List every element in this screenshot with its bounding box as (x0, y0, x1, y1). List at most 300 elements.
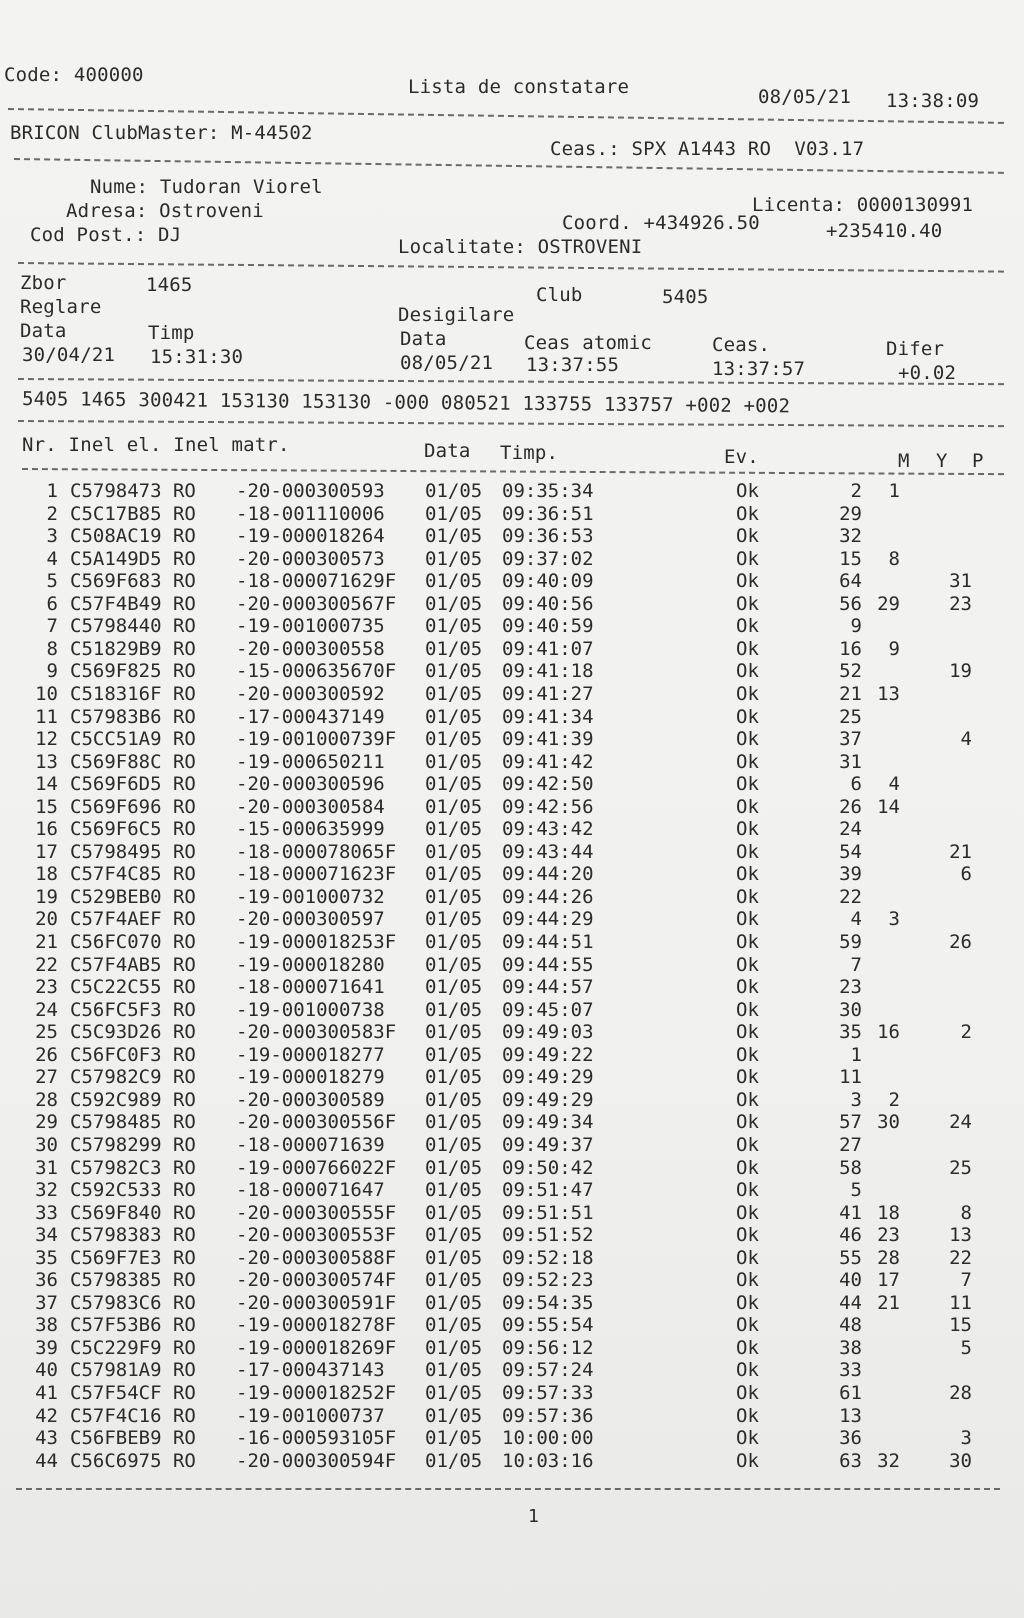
arrival-date: 01/05 (425, 1224, 483, 1247)
rank-m: 27 (839, 1133, 862, 1156)
arrival-date: 01/05 (425, 637, 483, 660)
event-status: Ok (736, 1382, 759, 1404)
ring-electronic: C569F6D5 RO (70, 773, 196, 796)
event-status: Ok (736, 840, 759, 863)
divider (14, 158, 1004, 174)
data-label-1: Data (20, 320, 67, 342)
arrival-date: 01/05 (425, 1449, 483, 1472)
arrival-time: 09:42:56 (502, 795, 594, 818)
row-number: 37 (35, 1291, 58, 1314)
rank-m: 55 (839, 1246, 862, 1269)
table-row (0, 841, 1024, 863)
ring-serial: -20-000300593 (236, 480, 385, 502)
event-status: Ok (736, 660, 759, 683)
arrival-date: 01/05 (425, 1427, 483, 1450)
event-status: Ok (736, 863, 759, 886)
table-row (0, 908, 1024, 930)
ring-serial: -16-000593105F (236, 1427, 397, 1450)
rank-p: 8 (960, 1201, 972, 1224)
rank-m: 36 (839, 1427, 862, 1450)
rank-m: 64 (839, 570, 862, 593)
rank-y: 16 (877, 1021, 900, 1044)
header-y: Y (936, 450, 948, 472)
header-ev: Ev. (724, 446, 759, 468)
ring-electronic: C57F4B49 RO (70, 592, 196, 615)
ring-serial: -20-000300555F (236, 1201, 397, 1224)
arrival-time: 09:37:02 (502, 547, 594, 570)
event-status: Ok (736, 908, 759, 931)
ring-electronic: C508AC19 RO (70, 525, 196, 548)
event-status: Ok (736, 1133, 759, 1156)
arrival-date: 01/05 (425, 1314, 483, 1337)
row-number: 26 (35, 1043, 58, 1066)
arrival-time: 09:51:47 (502, 1179, 594, 1202)
desigilare-label: Desigilare (398, 304, 515, 326)
arrival-date: 01/05 (425, 885, 483, 908)
rank-m: 35 (839, 1021, 862, 1044)
arrival-date: 01/05 (425, 525, 483, 548)
ring-serial: -18-000071623F (236, 863, 397, 886)
arrival-time: 09:54:35 (502, 1291, 594, 1314)
rank-m: 39 (839, 863, 862, 886)
rank-p: 11 (949, 1291, 972, 1314)
ring-electronic: C569F840 RO (70, 1201, 196, 1224)
ring-serial: -20-000300583F (236, 1021, 397, 1044)
arrival-time: 09:44:55 (502, 953, 594, 976)
table-row (0, 660, 1024, 682)
arrival-date: 01/05 (425, 1336, 483, 1359)
event-status: Ok (736, 682, 759, 705)
ring-serial: -20-000300556F (236, 1111, 397, 1134)
arrival-time: 09:41:42 (502, 750, 594, 773)
event-status: Ok (736, 1021, 759, 1044)
ring-serial: -20-000300592 (236, 682, 385, 705)
table-row (0, 1179, 1024, 1201)
document-title: Lista de constatare (408, 76, 630, 98)
event-status: Ok (736, 592, 759, 615)
event-status: Ok (736, 637, 759, 660)
rank-p: 2 (960, 1021, 972, 1044)
ring-electronic: C569F6C5 RO (70, 818, 196, 841)
row-number: 19 (35, 885, 58, 908)
rank-m: 59 (839, 931, 862, 953)
ring-electronic: C57F54CF RO (70, 1382, 196, 1404)
rank-y: 21 (877, 1291, 900, 1314)
ring-electronic: C5C17B85 RO (70, 502, 196, 525)
rank-y: 18 (877, 1201, 900, 1224)
rank-m: 15 (839, 547, 862, 570)
ring-electronic: C57F4C85 RO (70, 863, 196, 886)
code-label: Code: 400000 (4, 64, 144, 86)
locality: Localitate: OSTROVENI (398, 236, 643, 258)
arrival-date: 01/05 (425, 1201, 483, 1224)
arrival-time: 09:49:34 (502, 1111, 594, 1134)
row-number: 3 (46, 525, 58, 548)
ring-electronic: C57F4AB5 RO (70, 953, 196, 976)
rank-p: 3 (960, 1427, 972, 1450)
arrival-time: 09:44:20 (502, 863, 594, 886)
event-status: Ok (736, 705, 759, 728)
event-status: Ok (736, 1246, 759, 1269)
rank-m: 31 (839, 750, 862, 773)
ring-serial: -17-000437149 (236, 705, 385, 728)
row-number: 5 (46, 570, 58, 593)
arrival-time: 09:41:34 (502, 705, 594, 728)
ceas-time: 13:37:57 (712, 358, 806, 380)
row-number: 23 (35, 976, 58, 999)
arrival-time: 09:41:39 (502, 728, 594, 751)
row-number: 31 (35, 1156, 58, 1179)
event-status: Ok (736, 547, 759, 570)
table-row (0, 548, 1024, 570)
event-status: Ok (736, 1314, 759, 1337)
ring-electronic: C57F53B6 RO (70, 1314, 196, 1337)
coordinates: Coord. +434926.50 (562, 212, 760, 234)
arrival-date: 01/05 (425, 480, 483, 502)
arrival-date: 01/05 (425, 1021, 483, 1044)
rank-m: 52 (839, 660, 862, 683)
rank-m: 57 (839, 1111, 862, 1134)
ring-serial: -20-000300553F (236, 1224, 397, 1247)
event-status: Ok (736, 1088, 759, 1111)
table-row (0, 1044, 1024, 1066)
ring-electronic: C57981A9 RO (70, 1359, 196, 1382)
row-number: 20 (35, 908, 58, 931)
table-row (0, 593, 1024, 615)
arrival-time: 09:50:42 (502, 1156, 594, 1179)
ring-electronic: C518316F RO (70, 682, 196, 705)
ring-serial: -19-000018280 (236, 953, 385, 976)
rank-m: 48 (839, 1314, 862, 1337)
event-status: Ok (736, 1066, 759, 1089)
print-date: 08/05/21 (758, 86, 852, 108)
row-number: 6 (46, 592, 58, 615)
code-line: 5405 1465 300421 153130 153130 -000 080521 133755 133757 +002 +002 (21, 388, 791, 418)
rank-m: 29 (839, 502, 862, 525)
rank-p: 22 (949, 1246, 972, 1269)
table-row (0, 1427, 1024, 1449)
ring-serial: -20-000300574F (236, 1269, 397, 1292)
table-row (0, 1224, 1024, 1246)
rank-y: 3 (888, 908, 900, 931)
ring-electronic: C569F825 RO (70, 660, 196, 683)
rank-p: 31 (949, 570, 972, 593)
device-name: BRICON ClubMaster: M-44502 (10, 122, 313, 144)
club-label: Club (536, 284, 583, 306)
arrival-date: 01/05 (425, 1088, 483, 1111)
rank-m: 13 (839, 1404, 862, 1427)
ring-serial: -19-000018269F (236, 1336, 397, 1359)
arrival-date: 01/05 (425, 570, 483, 593)
row-number: 30 (35, 1133, 58, 1156)
rank-y: 4 (888, 773, 900, 796)
arrival-time: 09:49:03 (502, 1021, 594, 1044)
rank-p: 26 (949, 931, 972, 953)
table-row (0, 638, 1024, 660)
row-number: 38 (35, 1314, 58, 1337)
ring-serial: -19-001000739F (236, 728, 397, 751)
arrival-date: 01/05 (425, 592, 483, 615)
ring-electronic: C5798473 RO (70, 480, 196, 502)
ceas-label: Ceas. (712, 334, 771, 356)
row-number: 41 (35, 1382, 58, 1404)
arrival-date: 01/05 (425, 1111, 483, 1134)
row-number: 44 (35, 1449, 58, 1472)
rank-m: 21 (839, 682, 862, 705)
reglare-date: 30/04/21 (22, 344, 116, 366)
ring-serial: -20-000300596 (236, 773, 385, 796)
ring-electronic: C57F4C16 RO (70, 1404, 196, 1427)
arrival-date: 01/05 (425, 976, 483, 999)
arrival-time: 09:44:51 (502, 931, 594, 953)
ring-electronic: C56FBEB9 RO (70, 1427, 196, 1450)
rank-y: 23 (877, 1224, 900, 1247)
arrival-time: 09:56:12 (502, 1336, 594, 1359)
ceas-atomic-label: Ceas atomic (524, 332, 653, 354)
ring-electronic: C57983C6 RO (70, 1291, 196, 1314)
event-status: Ok (736, 502, 759, 525)
ring-electronic: C5798385 RO (70, 1269, 196, 1292)
arrival-time: 09:41:07 (502, 637, 594, 660)
row-number: 4 (46, 547, 58, 570)
arrival-time: 09:49:37 (502, 1133, 594, 1156)
table-row (0, 728, 1024, 750)
rank-m: 38 (839, 1336, 862, 1359)
table-row (0, 886, 1024, 908)
ring-electronic: C57F4AEF RO (70, 908, 196, 931)
difer-value: +0.02 (898, 362, 957, 384)
rank-m: 32 (839, 525, 862, 548)
rank-y: 32 (877, 1449, 900, 1472)
row-number: 42 (35, 1404, 58, 1427)
arrival-date: 01/05 (425, 1156, 483, 1179)
owner-name: Nume: Tudoran Viorel (90, 176, 323, 198)
rank-m: 63 (839, 1449, 862, 1472)
header-nr-ring: Nr. Inel el. Inel matr. (22, 434, 290, 456)
ring-electronic: C569F683 RO (70, 570, 196, 593)
arrival-time: 09:42:50 (502, 773, 594, 796)
event-status: Ok (736, 525, 759, 548)
arrival-time: 09:49:29 (502, 1088, 594, 1111)
table-row (0, 1066, 1024, 1088)
event-status: Ok (736, 750, 759, 773)
rank-m: 5 (850, 1179, 862, 1202)
arrival-date: 01/05 (425, 728, 483, 751)
table-row (0, 751, 1024, 773)
arrival-date: 01/05 (425, 1043, 483, 1066)
atomic-time: 13:37:55 (526, 354, 620, 376)
ring-serial: -18-000071647 (236, 1179, 385, 1202)
ring-serial: -19-000018278F (236, 1314, 397, 1337)
event-status: Ok (736, 1179, 759, 1202)
ring-serial: -20-000300573 (236, 547, 385, 570)
rank-y: 8 (888, 547, 900, 570)
table-row (0, 1202, 1024, 1224)
ring-serial: -20-000300597 (236, 908, 385, 931)
arrival-time: 09:41:27 (502, 682, 594, 705)
rank-p: 5 (960, 1336, 972, 1359)
ring-electronic: C56FC0F3 RO (70, 1043, 196, 1066)
row-number: 16 (35, 818, 58, 841)
ring-serial: -19-000018253F (236, 931, 397, 953)
ring-serial: -19-001000737 (236, 1404, 385, 1427)
table-row (0, 683, 1024, 705)
row-number: 8 (46, 637, 58, 660)
rank-m: 25 (839, 705, 862, 728)
arrival-time: 09:49:22 (502, 1043, 594, 1066)
table-row (0, 1292, 1024, 1314)
ring-serial: -19-000018277 (236, 1043, 385, 1066)
row-number: 39 (35, 1336, 58, 1359)
rank-y: 14 (877, 795, 900, 818)
event-status: Ok (736, 1269, 759, 1292)
table-row (0, 999, 1024, 1021)
ring-serial: -19-001000735 (236, 615, 385, 638)
rank-m: 26 (839, 795, 862, 818)
ring-serial: -19-000766022F (236, 1156, 397, 1179)
arrival-date: 01/05 (425, 1133, 483, 1156)
arrival-time: 09:51:51 (502, 1201, 594, 1224)
arrival-date: 01/05 (425, 682, 483, 705)
rank-m: 23 (839, 976, 862, 999)
ring-electronic: C57983B6 RO (70, 705, 196, 728)
event-status: Ok (736, 1336, 759, 1359)
ring-electronic: C529BEB0 RO (70, 885, 196, 908)
arrival-time: 09:49:29 (502, 1066, 594, 1089)
ring-electronic: C5798440 RO (70, 615, 196, 638)
rank-y: 13 (877, 682, 900, 705)
rank-y: 2 (888, 1088, 900, 1111)
arrival-time: 09:57:36 (502, 1404, 594, 1427)
event-status: Ok (736, 1156, 759, 1179)
event-status: Ok (736, 480, 759, 502)
rank-m: 30 (839, 998, 862, 1021)
table-row (0, 863, 1024, 885)
row-number: 17 (35, 840, 58, 863)
table-row (0, 1405, 1024, 1427)
table-row (0, 1089, 1024, 1111)
rank-p: 6 (960, 863, 972, 886)
row-number: 9 (46, 660, 58, 683)
rank-m: 3 (850, 1088, 862, 1111)
rank-m: 9 (850, 615, 862, 638)
rank-m: 44 (839, 1291, 862, 1314)
row-number: 29 (35, 1111, 58, 1134)
table-row (0, 1157, 1024, 1179)
arrival-time: 09:44:26 (502, 885, 594, 908)
table-row (0, 615, 1024, 637)
rank-m: 11 (839, 1066, 862, 1089)
arrival-time: 10:03:16 (502, 1449, 594, 1472)
rank-p: 28 (949, 1382, 972, 1404)
arrival-date: 01/05 (425, 931, 483, 953)
row-number: 27 (35, 1066, 58, 1089)
ring-electronic: C569F7E3 RO (70, 1246, 196, 1269)
rank-m: 33 (839, 1359, 862, 1382)
arrival-date: 01/05 (425, 1404, 483, 1427)
header-m: M (898, 450, 910, 472)
arrival-date: 01/05 (425, 908, 483, 931)
header-data: Data (424, 440, 471, 462)
rank-p: 13 (949, 1224, 972, 1247)
arrival-date: 01/05 (425, 818, 483, 841)
rank-m: 54 (839, 840, 862, 863)
ring-serial: -20-000300591F (236, 1291, 397, 1314)
desigilare-date: 08/05/21 (400, 352, 494, 374)
rank-m: 7 (850, 953, 862, 976)
ring-serial: -20-000300558 (236, 637, 385, 660)
arrival-date: 01/05 (425, 840, 483, 863)
row-number: 7 (46, 615, 58, 638)
reglare-time: 15:31:30 (150, 346, 244, 368)
table-row (0, 1359, 1024, 1381)
table-row (0, 1111, 1024, 1133)
arrival-time: 09:51:52 (502, 1224, 594, 1247)
row-number: 10 (35, 682, 58, 705)
event-status: Ok (736, 1291, 759, 1314)
rank-m: 58 (839, 1156, 862, 1179)
zbor-value: 1465 (146, 274, 193, 296)
rank-p: 7 (960, 1269, 972, 1292)
header-p: P (972, 450, 984, 472)
ring-serial: -15-000635999 (236, 818, 385, 841)
ring-electronic: C5798383 RO (70, 1224, 196, 1247)
event-status: Ok (736, 1111, 759, 1134)
ring-electronic: C569F696 RO (70, 795, 196, 818)
row-number: 11 (35, 705, 58, 728)
arrival-date: 01/05 (425, 1359, 483, 1382)
row-number: 40 (35, 1359, 58, 1382)
table-row (0, 954, 1024, 976)
zbor-label: Zbor (20, 272, 67, 294)
event-status: Ok (736, 818, 759, 841)
table-row (0, 931, 1024, 953)
table-row (0, 525, 1024, 547)
ring-electronic: C5A149D5 RO (70, 547, 196, 570)
divider (18, 420, 1004, 427)
event-status: Ok (736, 1404, 759, 1427)
arrival-time: 09:52:23 (502, 1269, 594, 1292)
ring-electronic: C57982C3 RO (70, 1156, 196, 1179)
arrival-date: 01/05 (425, 998, 483, 1021)
row-number: 2 (46, 502, 58, 525)
ring-serial: -19-000650211 (236, 750, 385, 773)
row-number: 34 (35, 1224, 58, 1247)
table-row (0, 1134, 1024, 1156)
row-number: 25 (35, 1021, 58, 1044)
arrival-time: 09:44:29 (502, 908, 594, 931)
table-row (0, 1269, 1024, 1291)
arrival-time: 09:57:24 (502, 1359, 594, 1382)
ring-electronic: C51829B9 RO (70, 637, 196, 660)
row-number: 15 (35, 795, 58, 818)
rank-m: 56 (839, 592, 862, 615)
arrival-time: 09:41:18 (502, 660, 594, 683)
rank-p: 21 (949, 840, 972, 863)
ring-serial: -18-000071629F (236, 570, 397, 593)
rank-m: 41 (839, 1201, 862, 1224)
arrival-date: 01/05 (425, 502, 483, 525)
event-status: Ok (736, 1043, 759, 1066)
reglare-label: Reglare (20, 296, 102, 318)
arrival-date: 01/05 (425, 547, 483, 570)
event-status: Ok (736, 1449, 759, 1472)
arrival-date: 01/05 (425, 795, 483, 818)
arrival-date: 01/05 (425, 615, 483, 638)
arrival-time: 09:43:44 (502, 840, 594, 863)
clock-info: Ceas.: SPX A1443 RO V03.17 (550, 138, 865, 160)
ring-serial: -19-000018252F (236, 1382, 397, 1404)
